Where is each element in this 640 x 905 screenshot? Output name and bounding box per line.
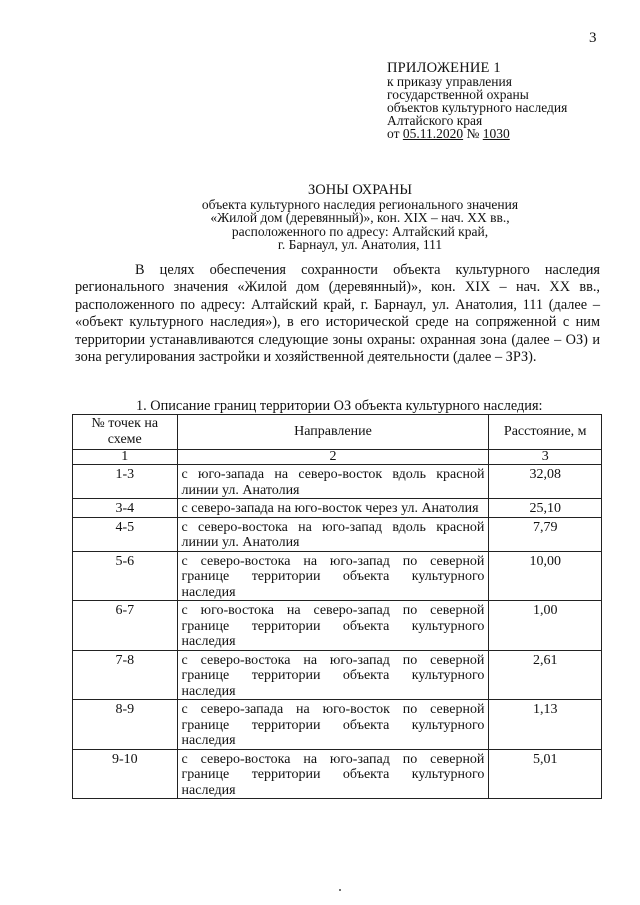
distance-cell: 5,01 [489,749,602,799]
points-cell: 8-9 [73,700,178,750]
page-number: 3 [589,30,597,46]
intro-paragraph-block [75,262,600,366]
points-cell: 4-5 [73,517,178,551]
zones-subtitle-line: расположенного по адресу: Алтайский край, [231,223,489,239]
header-distance: Расстояние, м [489,415,602,450]
zones-subtitle-line: г. Барнаул, ул. Анатолия, 111 [277,237,443,252]
column-number-row [73,450,602,465]
number-prefix: № [463,126,483,141]
column-number: 2 [177,450,489,465]
appendix-title: ПРИЛОЖЕНИЕ 1 [387,60,501,76]
section-title: 1. Описание границ территории ОЗ объекта культурного наследия: [136,398,543,414]
table-row [73,517,602,551]
table-row [73,749,602,799]
distance-cell: 2,61 [489,650,602,700]
points-cell: 6-7 [73,601,178,651]
direction-cell: с юго-запада на северо-восток вдоль красной линии ул. Анатолия [177,465,489,499]
appendix-date-line [387,127,627,140]
zones-title: ЗОНЫ ОХРАНЫ [307,182,413,198]
appendix-block [387,62,627,140]
order-number: 1030 [482,126,510,141]
distance-cell: 1,13 [489,700,602,750]
direction-cell: с северо-востока на юго-запад вдоль красной линии ул. Анатолия [177,517,489,551]
points-cell: 3-4 [73,499,178,518]
points-cell: 9-10 [73,749,178,799]
table-row [73,650,602,700]
appendix-line: Алтайского края [387,113,483,128]
order-date: 05.11.2020 [402,126,464,141]
intro-paragraph: В целях обеспечения сохранности объекта культурного наследия регионального значения «Жилой дом (деревянный)», кон. XIX – нач. XX вв., расположенного по адресу: Алтайский край, г. Барнаул, ул. Анатолия, 111 (далее – «объект культурного наследия»), в его исторической среде на сопряженной с ним территории устанавливаются следующие зоны охраны: охранная зона (далее – ОЗ) и зона регулирования застройки и хозяйственной деятельности (далее – ЗРЗ). [75,262,600,366]
appendix-line: объектов культурного наследия [387,100,568,115]
points-cell: 5-6 [73,551,178,601]
points-cell: 7-8 [73,650,178,700]
distance-cell: 25,10 [489,499,602,518]
speck-mark [339,889,341,891]
table-row [73,465,602,499]
date-prefix: от [387,126,403,141]
table-row [73,551,602,601]
header-direction: Направление [177,415,489,450]
direction-cell: с северо-запада на юго-восток через ул. Анатолия [177,499,489,518]
direction-cell: с юго-востока на северо-запад по северной границе территории объекта культурного наследия [177,601,489,651]
appendix-line: к приказу управления [387,74,512,89]
column-number: 3 [489,450,602,465]
column-number: 1 [73,450,178,465]
zones-subtitle-line: объекта культурного наследия регионального значения [201,196,519,212]
zones-subtitle-line: «Жилой дом (деревянный)», кон. XIX – нач. XX вв., [210,210,510,225]
appendix-line: государственной охраны [387,87,529,102]
distance-cell: 7,79 [489,517,602,551]
table-row [73,700,602,750]
table-row [73,601,602,651]
distance-cell: 32,08 [489,465,602,499]
points-cell: 1-3 [73,465,178,499]
direction-cell: с северо-востока на юго-запад по северной границе территории объекта культурного наследия [177,551,489,601]
boundaries-table [72,414,602,799]
direction-cell: с северо-востока на юго-запад по северной границе территории объекта культурного наследия [177,650,489,700]
direction-cell: с северо-востока на юго-запад по северной границе территории объекта культурного наследия [177,749,489,799]
header-points: № точек на схеме [73,415,178,450]
direction-cell: с северо-запада на юго-восток по северной границе территории объекта культурного наследия [177,700,489,750]
zones-heading [140,184,580,252]
table-header-row [73,415,602,450]
distance-cell: 10,00 [489,551,602,601]
distance-cell: 1,00 [489,601,602,651]
table-row [73,499,602,518]
